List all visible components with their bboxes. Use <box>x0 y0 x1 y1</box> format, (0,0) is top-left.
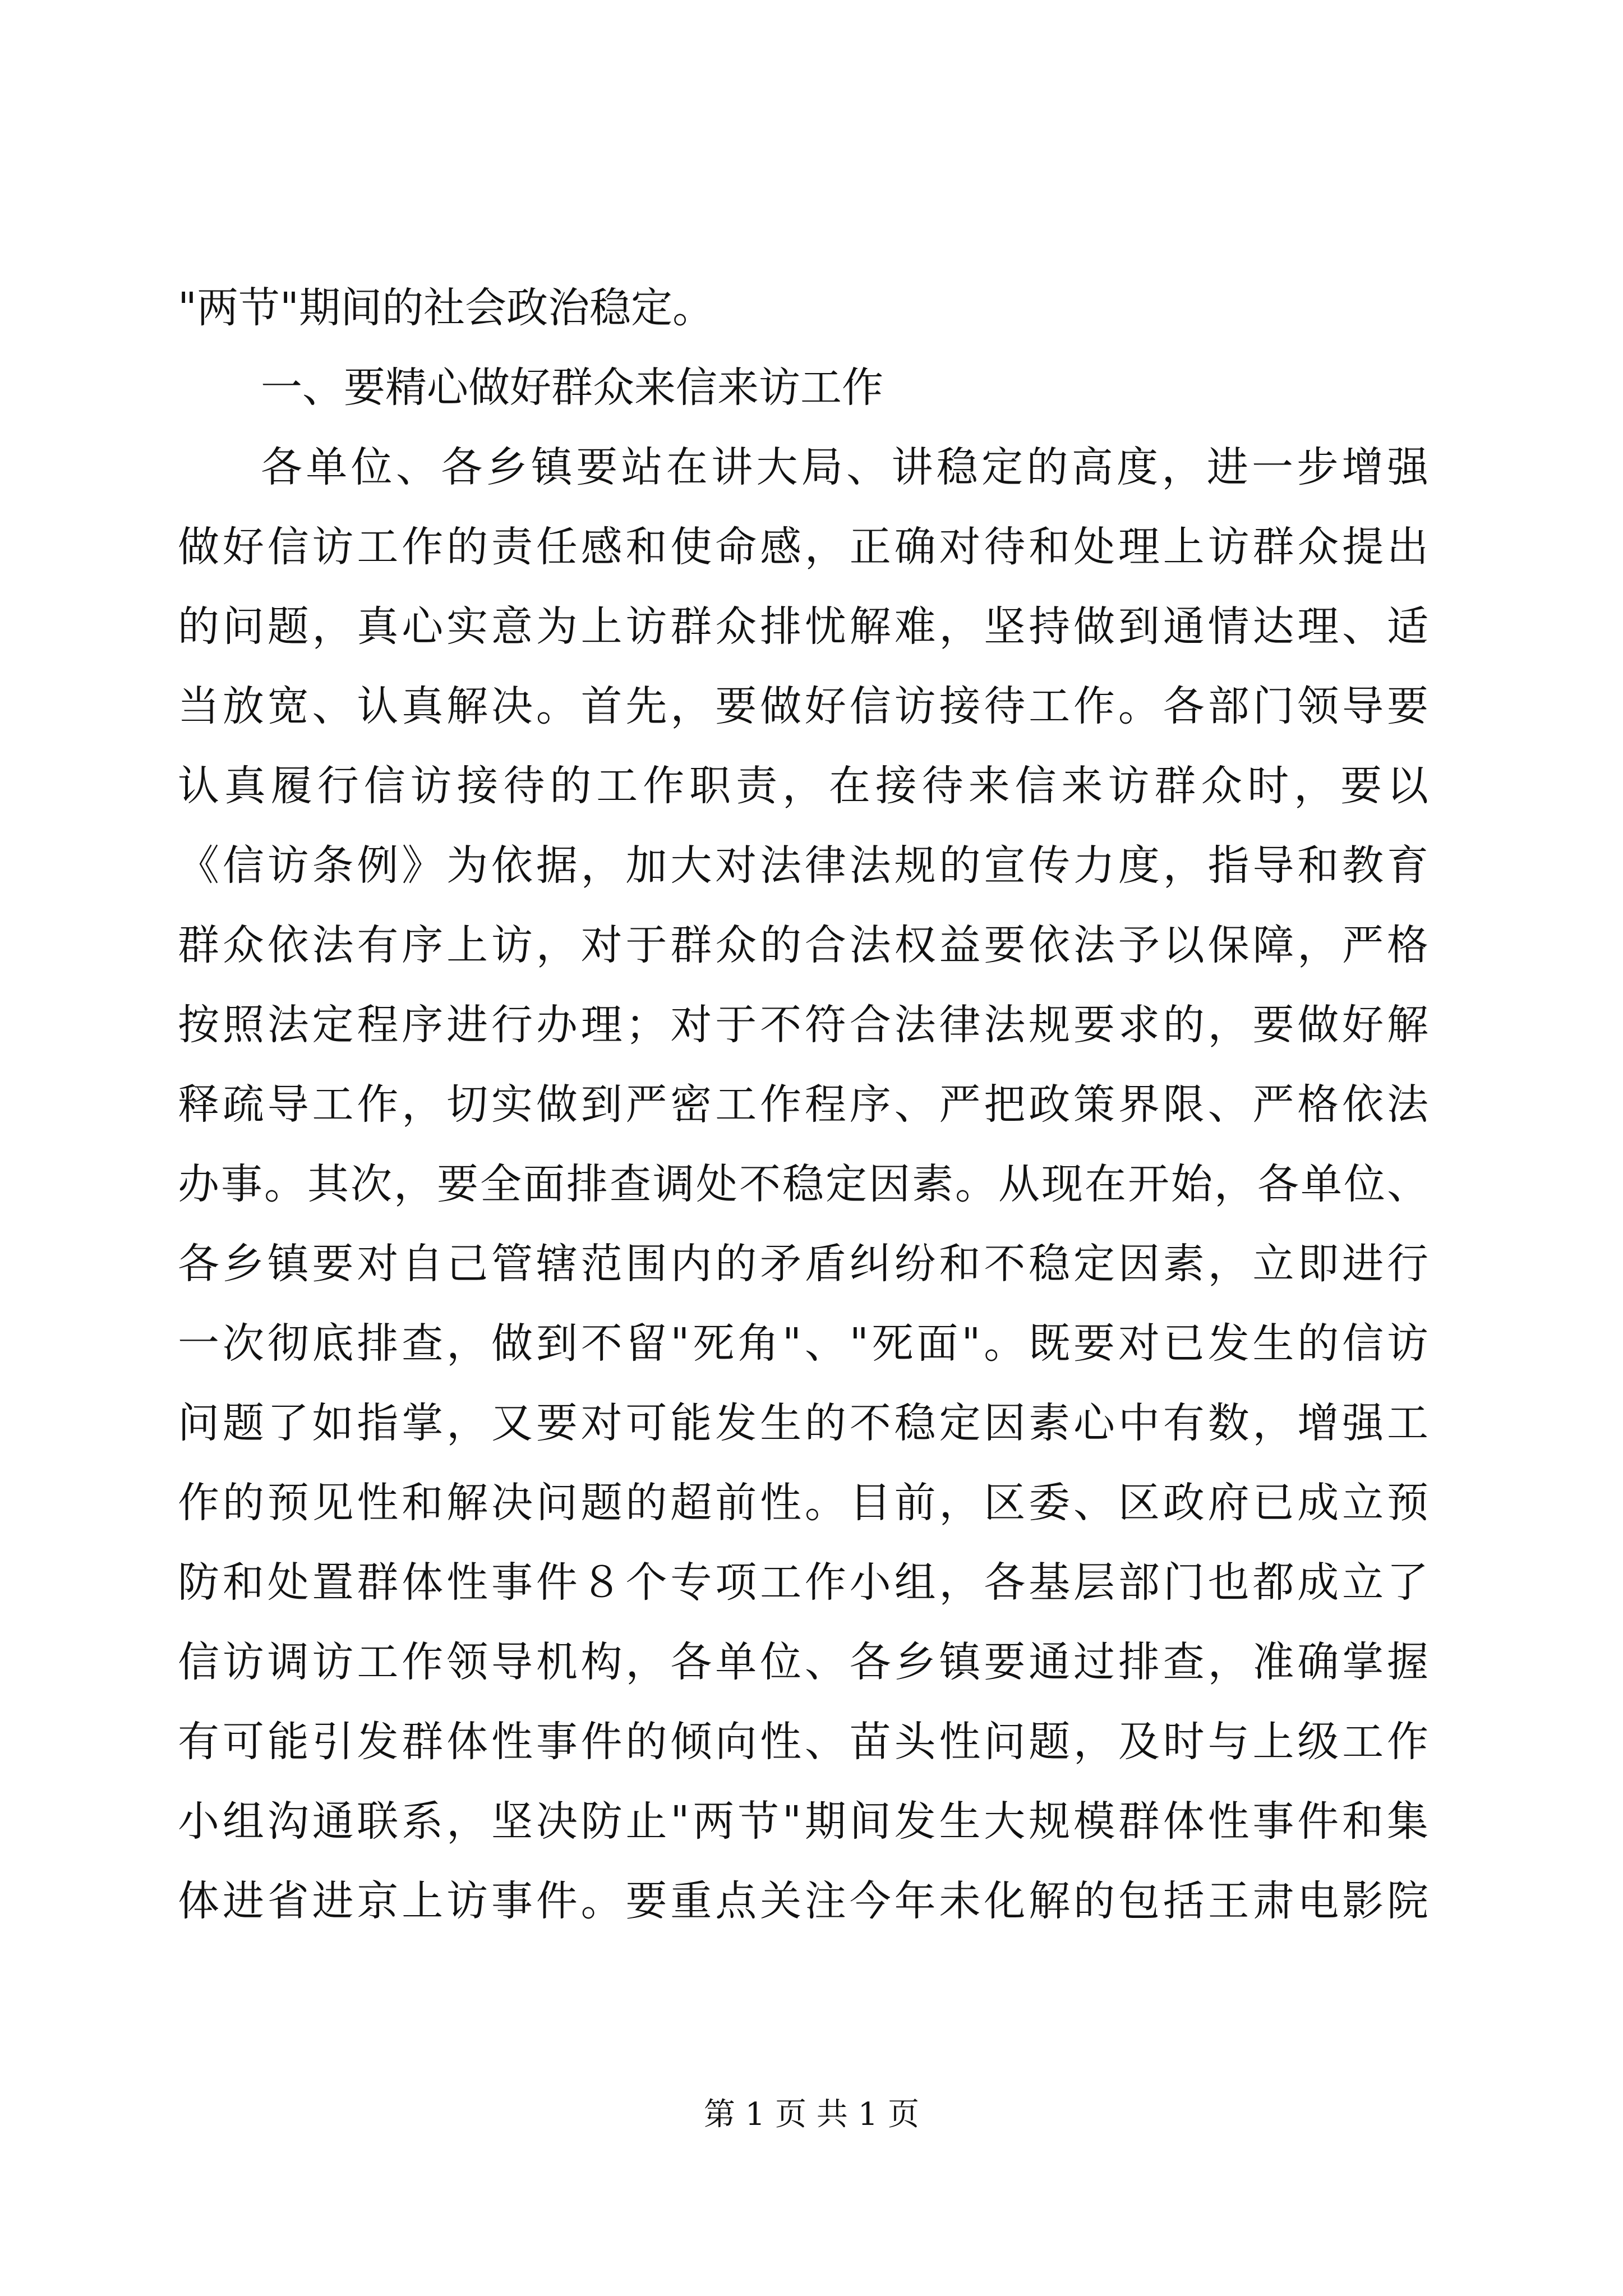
text-line-20: 小组沟通联系，坚决防止"两节"期间发生大规模群体性事件和集 <box>178 1797 1428 1846</box>
text-line-8: 《信访条例》为依据，加大对法律法规的宣传力度，指导和教育 <box>178 841 1428 890</box>
text-line-9: 群众依法有序上访，对于群众的合法权益要依法予以保障，严格 <box>178 921 1428 969</box>
text-line-4: 做好信访工作的责任感和使命感，正确对待和处理上访群众提出 <box>178 523 1428 571</box>
text-line-17: 防和处置群体性事件８个专项工作小组，各基层部门也都成立了 <box>178 1558 1428 1607</box>
page-footer: 第 1 页 共 1 页 <box>703 2096 920 2133</box>
text-line-6: 当放宽、认真解决。首先，要做好信访接待工作。各部门领导要 <box>178 682 1428 730</box>
body-text <box>178 268 1428 1941</box>
text-line-10: 按照法定程序进行办理；对于不符合法律法规要求的，要做好解 <box>178 1001 1428 1049</box>
text-line-5: 的问题，真心实意为上访群众排忧解难，坚持做到通情达理、适 <box>178 602 1428 651</box>
section-heading: 一、要精心做好群众来信来访工作 <box>261 364 883 412</box>
text-line-12: 办事。其次，要全面排查调处不稳定因素。从现在开始，各单位、 <box>178 1160 1428 1208</box>
text-line-1: "两节"期间的社会政治稳定。 <box>178 284 714 332</box>
text-line-21: 体进省进京上访事件。要重点关注今年未化解的包括王肃电影院 <box>178 1877 1428 1925</box>
text-line-11: 释疏导工作，切实做到严密工作程序、严把政策界限、严格依法 <box>178 1080 1428 1129</box>
text-line-13: 各乡镇要对自己管辖范围内的矛盾纠纷和不稳定因素，立即进行 <box>178 1240 1428 1288</box>
text-line-19: 有可能引发群体性事件的倾向性、苗头性问题，及时与上级工作 <box>178 1718 1428 1766</box>
text-line-16: 作的预见性和解决问题的超前性。目前，区委、区政府已成立预 <box>178 1479 1428 1527</box>
text-line-14: 一次彻底排查，做到不留"死角"、"死面"。既要对已发生的信访 <box>178 1319 1428 1368</box>
text-line-7: 认真履行信访接待的工作职责，在接待来信来访群众时，要以 <box>178 762 1428 810</box>
text-line-18: 信访调访工作领导机构，各单位、各乡镇要通过排查，准确掌握 <box>178 1638 1428 1686</box>
text-line-15: 问题了如指掌，又要对可能发生的不稳定因素心中有数，增强工 <box>178 1399 1428 1447</box>
text-line-3: 各单位、各乡镇要站在讲大局、讲稳定的高度，进一步增强 <box>261 443 1428 491</box>
